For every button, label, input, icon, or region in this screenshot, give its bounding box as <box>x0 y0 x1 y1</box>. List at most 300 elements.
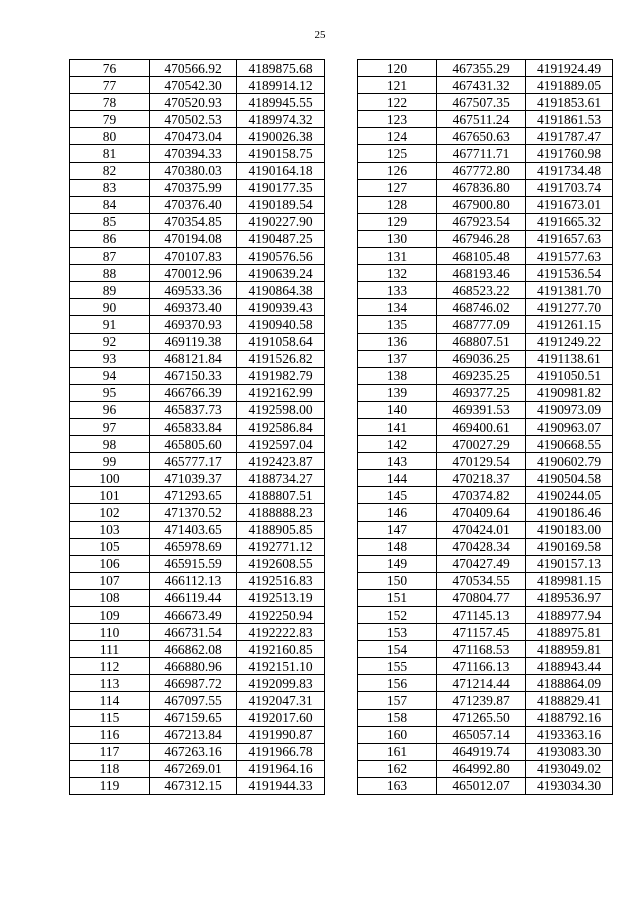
table-row <box>358 572 613 589</box>
y-coordinate-cell: 4188943.44 <box>526 658 613 675</box>
x-coordinate-cell: 468105.48 <box>437 248 526 265</box>
y-coordinate-cell: 4191138.61 <box>526 350 613 367</box>
coordinates-table-right <box>357 59 613 795</box>
table-row <box>70 196 325 213</box>
y-coordinate-cell: 4190576.56 <box>237 248 325 265</box>
point-number-cell: 163 <box>358 777 437 794</box>
table-row <box>358 453 613 470</box>
y-coordinate-cell: 4190227.90 <box>237 213 325 230</box>
table-row <box>358 418 613 435</box>
x-coordinate-cell: 471039.37 <box>150 470 237 487</box>
y-coordinate-cell: 4191760.98 <box>526 145 613 162</box>
y-coordinate-cell: 4190981.82 <box>526 384 613 401</box>
point-number-cell: 106 <box>70 555 150 572</box>
x-coordinate-cell: 467507.35 <box>437 94 526 111</box>
table-row <box>358 60 613 77</box>
table-row <box>70 692 325 709</box>
x-coordinate-cell: 466987.72 <box>150 675 237 692</box>
x-coordinate-cell: 467263.16 <box>150 743 237 760</box>
point-number-cell: 126 <box>358 162 437 179</box>
table-row <box>358 658 613 675</box>
table-row <box>358 162 613 179</box>
y-coordinate-cell: 4191944.33 <box>237 777 325 794</box>
point-number-cell: 158 <box>358 709 437 726</box>
x-coordinate-cell: 467511.24 <box>437 111 526 128</box>
x-coordinate-cell: 468121.84 <box>150 350 237 367</box>
x-coordinate-cell: 465833.84 <box>150 418 237 435</box>
x-coordinate-cell: 471265.50 <box>437 709 526 726</box>
point-number-cell: 84 <box>70 196 150 213</box>
table-row <box>358 316 613 333</box>
y-coordinate-cell: 4192160.85 <box>237 641 325 658</box>
x-coordinate-cell: 465805.60 <box>150 436 237 453</box>
x-coordinate-cell: 469377.25 <box>437 384 526 401</box>
point-number-cell: 88 <box>70 265 150 282</box>
point-number-cell: 121 <box>358 77 437 94</box>
table-row <box>358 487 613 504</box>
table-row <box>70 641 325 658</box>
table-row <box>358 94 613 111</box>
y-coordinate-cell: 4192047.31 <box>237 692 325 709</box>
table-row <box>70 589 325 606</box>
point-number-cell: 108 <box>70 589 150 606</box>
point-number-cell: 133 <box>358 282 437 299</box>
x-coordinate-cell: 470424.01 <box>437 521 526 538</box>
x-coordinate-cell: 467269.01 <box>150 760 237 777</box>
point-number-cell: 82 <box>70 162 150 179</box>
x-coordinate-cell: 471370.52 <box>150 504 237 521</box>
y-coordinate-cell: 4192513.19 <box>237 589 325 606</box>
x-coordinate-cell: 470375.99 <box>150 179 237 196</box>
y-coordinate-cell: 4188905.85 <box>237 521 325 538</box>
table-row <box>358 692 613 709</box>
x-coordinate-cell: 466880.96 <box>150 658 237 675</box>
point-number-cell: 107 <box>70 572 150 589</box>
coordinates-table-right-body <box>358 60 613 795</box>
point-number-cell: 85 <box>70 213 150 230</box>
table-row <box>358 282 613 299</box>
y-coordinate-cell: 4189875.68 <box>237 60 325 77</box>
x-coordinate-cell: 471168.53 <box>437 641 526 658</box>
point-number-cell: 128 <box>358 196 437 213</box>
y-coordinate-cell: 4191657.63 <box>526 230 613 247</box>
table-row <box>70 60 325 77</box>
x-coordinate-cell: 469119.38 <box>150 333 237 350</box>
x-coordinate-cell: 470376.40 <box>150 196 237 213</box>
table-row <box>70 743 325 760</box>
point-number-cell: 123 <box>358 111 437 128</box>
y-coordinate-cell: 4193034.30 <box>526 777 613 794</box>
y-coordinate-cell: 4192597.04 <box>237 436 325 453</box>
table-row <box>358 436 613 453</box>
point-number-cell: 93 <box>70 350 150 367</box>
point-number-cell: 137 <box>358 350 437 367</box>
x-coordinate-cell: 469370.93 <box>150 316 237 333</box>
table-row <box>70 350 325 367</box>
y-coordinate-cell: 4191924.49 <box>526 60 613 77</box>
x-coordinate-cell: 467772.80 <box>437 162 526 179</box>
table-row <box>358 196 613 213</box>
x-coordinate-cell: 465837.73 <box>150 401 237 418</box>
point-number-cell: 138 <box>358 367 437 384</box>
y-coordinate-cell: 4190169.58 <box>526 538 613 555</box>
y-coordinate-cell: 4191853.61 <box>526 94 613 111</box>
y-coordinate-cell: 4191703.74 <box>526 179 613 196</box>
x-coordinate-cell: 466766.39 <box>150 384 237 401</box>
y-coordinate-cell: 4191526.82 <box>237 350 325 367</box>
y-coordinate-cell: 4191861.53 <box>526 111 613 128</box>
x-coordinate-cell: 471214.44 <box>437 675 526 692</box>
y-coordinate-cell: 4190639.24 <box>237 265 325 282</box>
y-coordinate-cell: 4191261.15 <box>526 316 613 333</box>
x-coordinate-cell: 467355.29 <box>437 60 526 77</box>
y-coordinate-cell: 4188977.94 <box>526 607 613 624</box>
page-number: 25 <box>314 29 326 41</box>
y-coordinate-cell: 4192608.55 <box>237 555 325 572</box>
y-coordinate-cell: 4192586.84 <box>237 418 325 435</box>
point-number-cell: 160 <box>358 726 437 743</box>
point-number-cell: 146 <box>358 504 437 521</box>
table-row <box>70 384 325 401</box>
table-row <box>358 589 613 606</box>
table-row <box>70 555 325 572</box>
x-coordinate-cell: 470502.53 <box>150 111 237 128</box>
point-number-cell: 118 <box>70 760 150 777</box>
point-number-cell: 115 <box>70 709 150 726</box>
point-number-cell: 131 <box>358 248 437 265</box>
point-number-cell: 113 <box>70 675 150 692</box>
x-coordinate-cell: 471293.65 <box>150 487 237 504</box>
point-number-cell: 148 <box>358 538 437 555</box>
point-number-cell: 147 <box>358 521 437 538</box>
point-number-cell: 143 <box>358 453 437 470</box>
point-number-cell: 89 <box>70 282 150 299</box>
x-coordinate-cell: 467900.80 <box>437 196 526 213</box>
x-coordinate-cell: 471166.13 <box>437 658 526 675</box>
point-number-cell: 154 <box>358 641 437 658</box>
point-number-cell: 111 <box>70 641 150 658</box>
y-coordinate-cell: 4190487.25 <box>237 230 325 247</box>
point-number-cell: 117 <box>70 743 150 760</box>
x-coordinate-cell: 465777.17 <box>150 453 237 470</box>
table-row <box>70 521 325 538</box>
x-coordinate-cell: 467213.84 <box>150 726 237 743</box>
x-coordinate-cell: 470194.08 <box>150 230 237 247</box>
x-coordinate-cell: 467946.28 <box>437 230 526 247</box>
y-coordinate-cell: 4190177.35 <box>237 179 325 196</box>
point-number-cell: 156 <box>358 675 437 692</box>
x-coordinate-cell: 464919.74 <box>437 743 526 760</box>
table-row <box>70 487 325 504</box>
y-coordinate-cell: 4191734.48 <box>526 162 613 179</box>
point-number-cell: 125 <box>358 145 437 162</box>
point-number-cell: 162 <box>358 760 437 777</box>
point-number-cell: 83 <box>70 179 150 196</box>
point-number-cell: 119 <box>70 777 150 794</box>
x-coordinate-cell: 469373.40 <box>150 299 237 316</box>
table-row <box>358 77 613 94</box>
point-number-cell: 144 <box>358 470 437 487</box>
point-number-cell: 150 <box>358 572 437 589</box>
table-row <box>70 94 325 111</box>
x-coordinate-cell: 466731.54 <box>150 624 237 641</box>
y-coordinate-cell: 4190026.38 <box>237 128 325 145</box>
x-coordinate-cell: 470566.92 <box>150 60 237 77</box>
point-number-cell: 145 <box>358 487 437 504</box>
table-row <box>358 641 613 658</box>
table-row <box>358 230 613 247</box>
coordinates-table-left <box>69 59 325 795</box>
y-coordinate-cell: 4191249.22 <box>526 333 613 350</box>
point-number-cell: 122 <box>358 94 437 111</box>
table-row <box>70 470 325 487</box>
table-row <box>70 675 325 692</box>
point-number-cell: 109 <box>70 607 150 624</box>
table-row <box>70 128 325 145</box>
y-coordinate-cell: 4191982.79 <box>237 367 325 384</box>
point-number-cell: 100 <box>70 470 150 487</box>
table-row <box>358 179 613 196</box>
point-number-cell: 142 <box>358 436 437 453</box>
y-coordinate-cell: 4190602.79 <box>526 453 613 470</box>
y-coordinate-cell: 4188864.09 <box>526 675 613 692</box>
table-row <box>358 128 613 145</box>
coordinates-table-left-body <box>70 60 325 795</box>
point-number-cell: 91 <box>70 316 150 333</box>
point-number-cell: 112 <box>70 658 150 675</box>
point-number-cell: 99 <box>70 453 150 470</box>
table-row <box>70 658 325 675</box>
y-coordinate-cell: 4191964.16 <box>237 760 325 777</box>
x-coordinate-cell: 465915.59 <box>150 555 237 572</box>
point-number-cell: 87 <box>70 248 150 265</box>
point-number-cell: 135 <box>358 316 437 333</box>
x-coordinate-cell: 467159.65 <box>150 709 237 726</box>
point-number-cell: 90 <box>70 299 150 316</box>
point-number-cell: 76 <box>70 60 150 77</box>
y-coordinate-cell: 4190164.18 <box>237 162 325 179</box>
point-number-cell: 120 <box>358 60 437 77</box>
point-number-cell: 139 <box>358 384 437 401</box>
y-coordinate-cell: 4189974.32 <box>237 111 325 128</box>
table-row <box>70 282 325 299</box>
x-coordinate-cell: 466862.08 <box>150 641 237 658</box>
x-coordinate-cell: 468193.46 <box>437 265 526 282</box>
table-row <box>358 743 613 760</box>
point-number-cell: 78 <box>70 94 150 111</box>
x-coordinate-cell: 466673.49 <box>150 607 237 624</box>
table-row <box>70 248 325 265</box>
x-coordinate-cell: 468777.09 <box>437 316 526 333</box>
x-coordinate-cell: 467923.54 <box>437 213 526 230</box>
table-row <box>70 726 325 743</box>
point-number-cell: 134 <box>358 299 437 316</box>
x-coordinate-cell: 471239.87 <box>437 692 526 709</box>
x-coordinate-cell: 471403.65 <box>150 521 237 538</box>
point-number-cell: 81 <box>70 145 150 162</box>
table-row <box>70 367 325 384</box>
point-number-cell: 130 <box>358 230 437 247</box>
x-coordinate-cell: 469235.25 <box>437 367 526 384</box>
y-coordinate-cell: 4190157.13 <box>526 555 613 572</box>
point-number-cell: 97 <box>70 418 150 435</box>
table-row <box>358 111 613 128</box>
table-row <box>70 418 325 435</box>
y-coordinate-cell: 4189945.55 <box>237 94 325 111</box>
y-coordinate-cell: 4190963.07 <box>526 418 613 435</box>
point-number-cell: 98 <box>70 436 150 453</box>
table-row <box>70 453 325 470</box>
x-coordinate-cell: 470520.93 <box>150 94 237 111</box>
y-coordinate-cell: 4188829.41 <box>526 692 613 709</box>
table-row <box>358 675 613 692</box>
y-coordinate-cell: 4191673.01 <box>526 196 613 213</box>
point-number-cell: 105 <box>70 538 150 555</box>
x-coordinate-cell: 466112.13 <box>150 572 237 589</box>
y-coordinate-cell: 4188807.51 <box>237 487 325 504</box>
table-row <box>70 624 325 641</box>
table-row <box>70 213 325 230</box>
table-row <box>358 299 613 316</box>
x-coordinate-cell: 470129.54 <box>437 453 526 470</box>
point-number-cell: 102 <box>70 504 150 521</box>
x-coordinate-cell: 470380.03 <box>150 162 237 179</box>
table-row <box>358 350 613 367</box>
table-row <box>358 145 613 162</box>
x-coordinate-cell: 466119.44 <box>150 589 237 606</box>
x-coordinate-cell: 470374.82 <box>437 487 526 504</box>
y-coordinate-cell: 4193049.02 <box>526 760 613 777</box>
table-row <box>70 607 325 624</box>
y-coordinate-cell: 4190864.38 <box>237 282 325 299</box>
point-number-cell: 161 <box>358 743 437 760</box>
x-coordinate-cell: 468746.02 <box>437 299 526 316</box>
x-coordinate-cell: 470427.49 <box>437 555 526 572</box>
y-coordinate-cell: 4192423.87 <box>237 453 325 470</box>
x-coordinate-cell: 470473.04 <box>150 128 237 145</box>
table-row <box>70 111 325 128</box>
y-coordinate-cell: 4188792.16 <box>526 709 613 726</box>
x-coordinate-cell: 469391.53 <box>437 401 526 418</box>
table-row <box>358 470 613 487</box>
y-coordinate-cell: 4188734.27 <box>237 470 325 487</box>
point-number-cell: 155 <box>358 658 437 675</box>
table-row <box>70 145 325 162</box>
point-number-cell: 149 <box>358 555 437 572</box>
x-coordinate-cell: 469533.36 <box>150 282 237 299</box>
x-coordinate-cell: 467711.71 <box>437 145 526 162</box>
table-row <box>358 521 613 538</box>
table-row <box>358 384 613 401</box>
x-coordinate-cell: 465978.69 <box>150 538 237 555</box>
x-coordinate-cell: 470012.96 <box>150 265 237 282</box>
table-row <box>70 538 325 555</box>
point-number-cell: 114 <box>70 692 150 709</box>
table-row <box>70 265 325 282</box>
y-coordinate-cell: 4191577.63 <box>526 248 613 265</box>
x-coordinate-cell: 470027.29 <box>437 436 526 453</box>
point-number-cell: 151 <box>358 589 437 606</box>
table-row <box>70 709 325 726</box>
y-coordinate-cell: 4189981.15 <box>526 572 613 589</box>
table-row <box>358 248 613 265</box>
y-coordinate-cell: 4192598.00 <box>237 401 325 418</box>
x-coordinate-cell: 470218.37 <box>437 470 526 487</box>
point-number-cell: 116 <box>70 726 150 743</box>
x-coordinate-cell: 471157.45 <box>437 624 526 641</box>
x-coordinate-cell: 465012.07 <box>437 777 526 794</box>
point-number-cell: 140 <box>358 401 437 418</box>
y-coordinate-cell: 4193363.16 <box>526 726 613 743</box>
point-number-cell: 132 <box>358 265 437 282</box>
table-row <box>70 316 325 333</box>
point-number-cell: 127 <box>358 179 437 196</box>
y-coordinate-cell: 4192222.83 <box>237 624 325 641</box>
table-row <box>358 555 613 572</box>
y-coordinate-cell: 4191058.64 <box>237 333 325 350</box>
x-coordinate-cell: 465057.14 <box>437 726 526 743</box>
point-number-cell: 80 <box>70 128 150 145</box>
x-coordinate-cell: 467312.15 <box>150 777 237 794</box>
table-row <box>70 401 325 418</box>
table-row <box>70 162 325 179</box>
x-coordinate-cell: 471145.13 <box>437 607 526 624</box>
point-number-cell: 110 <box>70 624 150 641</box>
y-coordinate-cell: 4191381.70 <box>526 282 613 299</box>
y-coordinate-cell: 4192771.12 <box>237 538 325 555</box>
y-coordinate-cell: 4190939.43 <box>237 299 325 316</box>
x-coordinate-cell: 467097.55 <box>150 692 237 709</box>
y-coordinate-cell: 4191536.54 <box>526 265 613 282</box>
y-coordinate-cell: 4190244.05 <box>526 487 613 504</box>
y-coordinate-cell: 4192516.83 <box>237 572 325 589</box>
y-coordinate-cell: 4190189.54 <box>237 196 325 213</box>
x-coordinate-cell: 470409.64 <box>437 504 526 521</box>
table-row <box>70 299 325 316</box>
x-coordinate-cell: 467431.32 <box>437 77 526 94</box>
x-coordinate-cell: 469036.25 <box>437 350 526 367</box>
point-number-cell: 86 <box>70 230 150 247</box>
table-row <box>70 504 325 521</box>
y-coordinate-cell: 4192099.83 <box>237 675 325 692</box>
point-number-cell: 136 <box>358 333 437 350</box>
x-coordinate-cell: 470542.30 <box>150 77 237 94</box>
point-number-cell: 92 <box>70 333 150 350</box>
point-number-cell: 77 <box>70 77 150 94</box>
table-row <box>358 607 613 624</box>
point-number-cell: 152 <box>358 607 437 624</box>
table-row <box>358 504 613 521</box>
table-row <box>358 624 613 641</box>
y-coordinate-cell: 4190973.09 <box>526 401 613 418</box>
table-row <box>358 265 613 282</box>
y-coordinate-cell: 4190940.58 <box>237 316 325 333</box>
table-row <box>358 401 613 418</box>
x-coordinate-cell: 470804.77 <box>437 589 526 606</box>
table-row <box>70 777 325 794</box>
y-coordinate-cell: 4190158.75 <box>237 145 325 162</box>
y-coordinate-cell: 4192151.10 <box>237 658 325 675</box>
point-number-cell: 157 <box>358 692 437 709</box>
x-coordinate-cell: 468807.51 <box>437 333 526 350</box>
table-row <box>70 572 325 589</box>
x-coordinate-cell: 467150.33 <box>150 367 237 384</box>
table-row <box>358 709 613 726</box>
x-coordinate-cell: 470428.34 <box>437 538 526 555</box>
y-coordinate-cell: 4188959.81 <box>526 641 613 658</box>
table-row <box>358 777 613 794</box>
point-number-cell: 94 <box>70 367 150 384</box>
